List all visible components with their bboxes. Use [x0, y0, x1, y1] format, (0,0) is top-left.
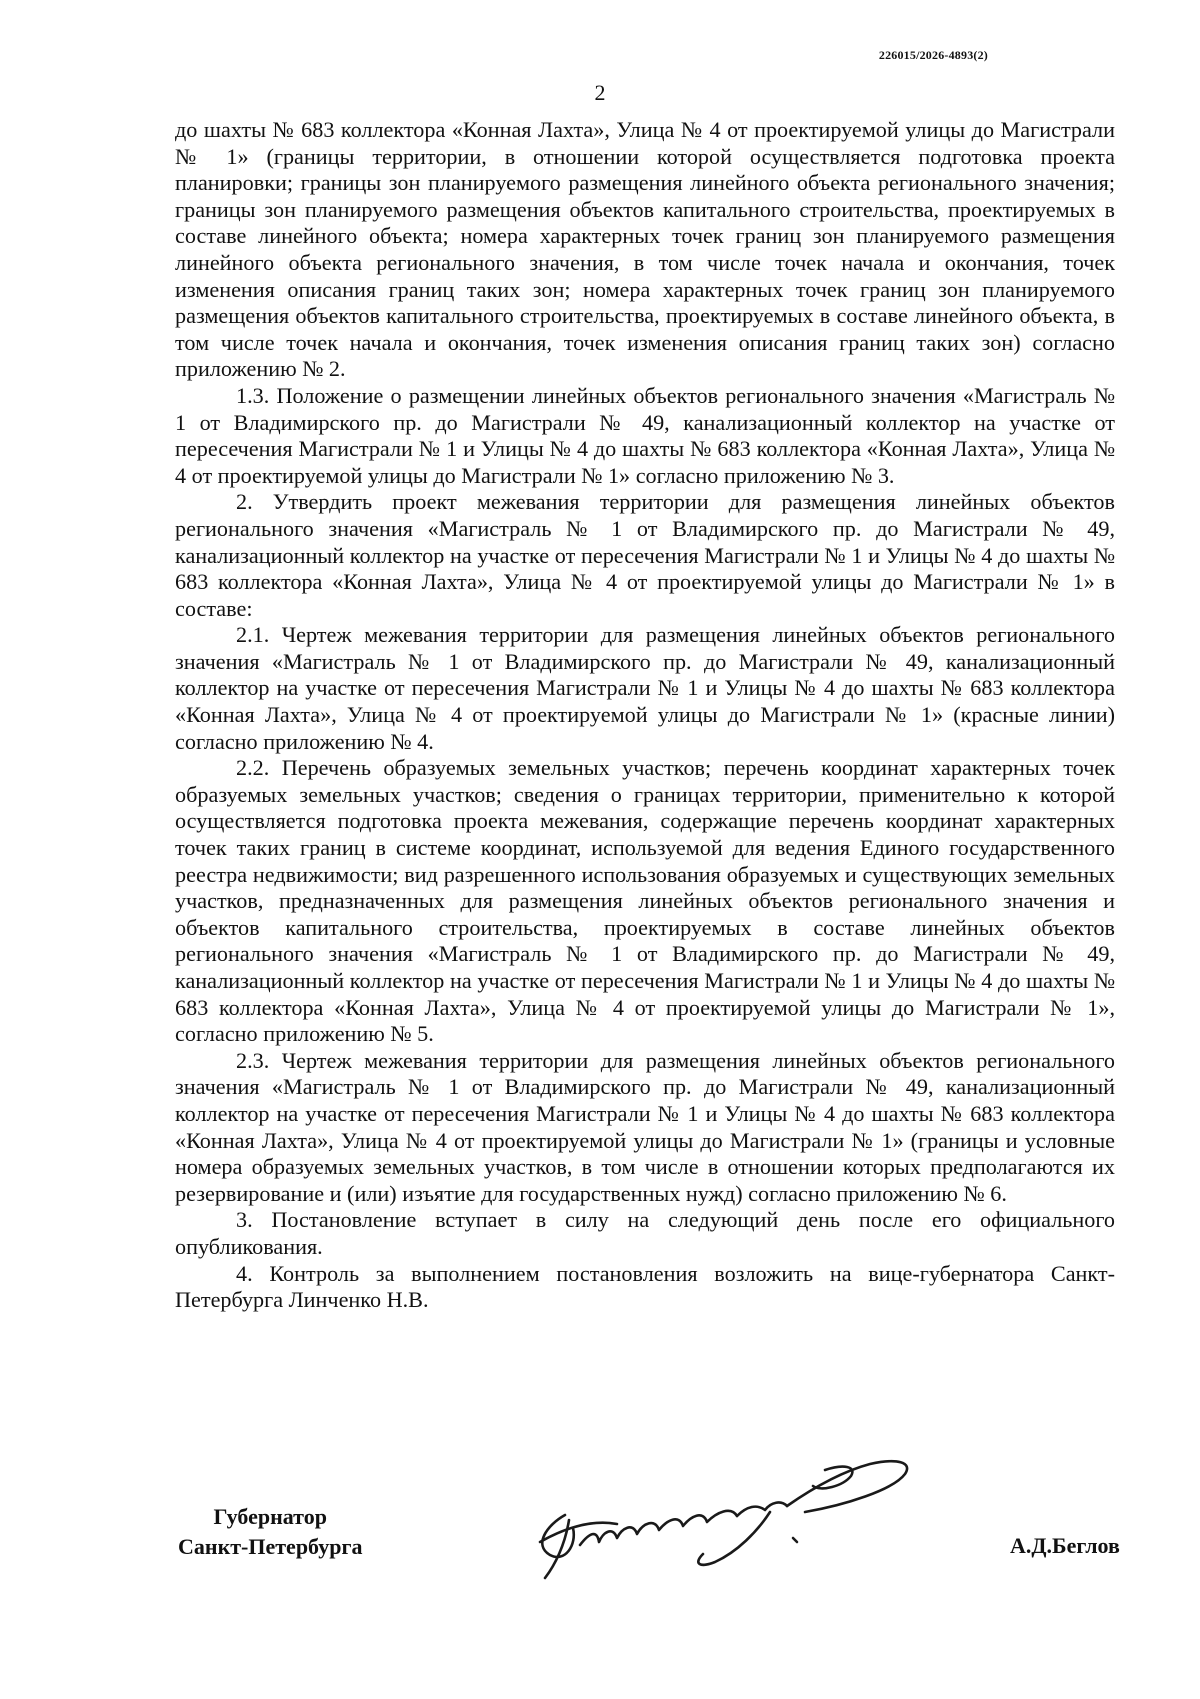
signatory-title — [178, 1502, 362, 1562]
signatory-name: А.Д.Беглов — [1010, 1533, 1120, 1558]
signatory-title-line1: Губернатор — [213, 1504, 327, 1529]
paragraph-3: 3. Постановление вступает в силу на следующий день после его официального опубликования. — [175, 1207, 1115, 1259]
document-number: 226015/2026-4893(2) — [878, 48, 988, 62]
paragraph-2-2: 2.2. Перечень образуемых земельных участков; перечень координат характерных точек образуемых земельных участков; сведения о границах территории, применительно к которой осуществляется подготовка проекта межевания, содержащие перечень координат характерных точек таких границ в системе координат, используемой для ведения Единого государственного реестра недвижимости; вид разрешенного использования образуемых и существующих земельных участков, предназначенных для размещения линейных объектов регионального значения и объектов капитального строительства, проектируемых в составе линейных объектов регионального значения «Магистраль № 1 от Владимирского пр. до Магистрали № 49, канализационный коллектор на участке от пересечения Магистрали № 1 и Улицы № 4 до шахты № 683 коллектора «Конная Лахта», Улица № 4 от проектируемой улицы до Магистрали № 1», согласно приложению № 5. — [175, 755, 1115, 1047]
paragraph-1-3: 1.3. Положение о размещении линейных объектов регионального значения «Магистраль № 1 от Владимирского пр. до Магистрали № 49, канализационный коллектор на участке от пересечения Магистрали № 1 и Улицы № 4 до шахты № 683 коллектора «Конная Лахта», Улица № 4 от проектируемой улицы до Магистрали № 1» согласно приложению № 3. — [175, 382, 1115, 488]
document-body — [175, 117, 1115, 1314]
paragraph-continuation: до шахты № 683 коллектора «Конная Лахта», Улица № 4 от проектируемой улицы до Магистрали № 1» (границы территории, в отношении которой осуществляется подготовка проекта планировки; границы зон планируемого размещения линейного объекта регионального значения; границы зон планируемого размещения объектов капитального строительства, проектируемых в составе линейного объекта; номера характерных точек границ зон планируемого размещения линейного объекта регионального значения, в том числе точек начала и окончания, точек изменения описания границ таких зон; номера характерных точек границ зон планируемого размещения объектов капитального строительства, проектируемых в составе линейного объекта, в том числе точек начала и окончания, точек изменения описания границ таких зон) согласно приложению № 2. — [175, 117, 1115, 382]
paragraph-4: 4. Контроль за выполнением постановления возложить на вице-губернатора Санкт-Петербурга Линченко Н.В. — [175, 1260, 1115, 1313]
paragraph-2-3: 2.3. Чертеж межевания территории для размещения линейных объектов регионального значения «Магистраль № 1 от Владимирского пр. до Магистрали № 49, канализационный коллектор на участке от пересечения Магистрали № 1 и Улицы № 4 до шахты № 683 коллектора «Конная Лахта», Улица № 4 от проектируемой улицы до Магистрали № 1» (границы и условные номера образуемых земельных участков, в том числе в отношении которых предполагаются их резервирование и (или) изъятие для государственных нужд) согласно приложению № 6. — [175, 1047, 1115, 1206]
paragraph-2: 2. Утвердить проект межевания территории для размещения линейных объектов регионального значения «Магистраль № 1 от Владимирского пр. до Магистрали № 49, канализационный коллектор на участке от пересечения Магистрали № 1 и Улицы № 4 до шахты № 683 коллектора «Конная Лахта», Улица № 4 от проектируемой улицы до Магистрали № 1» в составе: — [175, 489, 1115, 621]
signatory-title-line2: Санкт-Петербурга — [178, 1534, 363, 1559]
handwritten-signature — [525, 1450, 945, 1580]
signature-block — [0, 1450, 1200, 1570]
paragraph-2-1: 2.1. Чертеж межевания территории для размещения линейных объектов регионального значения «Магистраль № 1 от Владимирского пр. до Магистрали № 49, канализационный коллектор на участке от пересечения Магистрали № 1 и Улицы № 4 до шахты № 683 коллектора «Конная Лахта», Улица № 4 от проектируемой улицы до Магистрали № 1» (красные линии) согласно приложению № 4. — [175, 622, 1115, 754]
page-number: 2 — [594, 80, 606, 105]
